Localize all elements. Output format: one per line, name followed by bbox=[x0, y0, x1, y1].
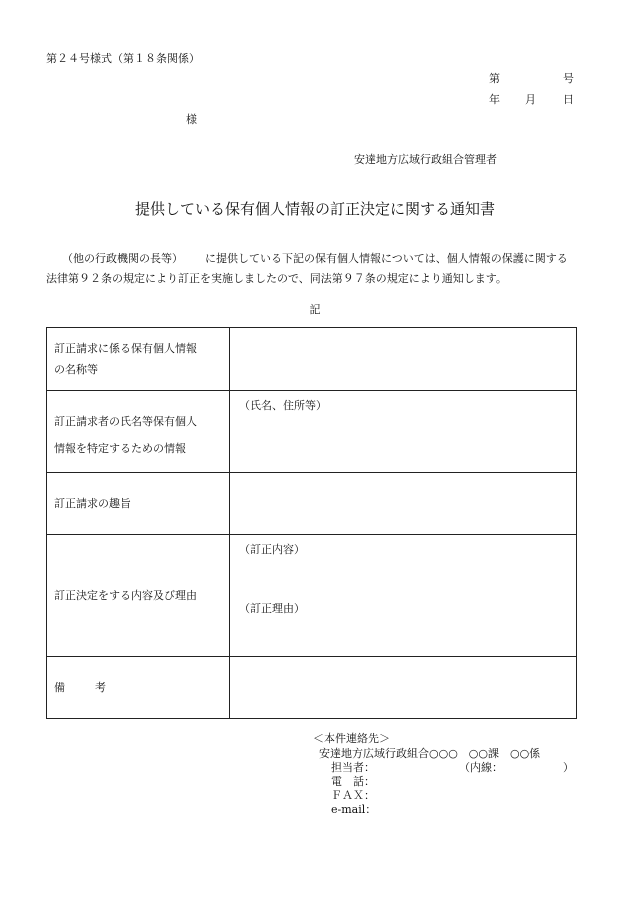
table-row bbox=[47, 328, 577, 391]
date-year: 年 bbox=[489, 93, 500, 106]
table-row bbox=[47, 473, 577, 535]
requester-info-hint: （氏名、住所等） bbox=[239, 399, 327, 412]
row-label-info-name: 訂正請求に係る保有個人情報 の名称等 bbox=[47, 328, 230, 391]
row-value-request-purpose bbox=[230, 473, 577, 535]
contact-extension-close: ） bbox=[563, 761, 574, 774]
correction-details-table bbox=[46, 327, 577, 719]
table-row bbox=[47, 657, 577, 719]
body-text-line-1 bbox=[62, 250, 568, 266]
contact-email-label: e-mail： bbox=[331, 803, 377, 816]
correction-content-hint: （訂正内容） bbox=[239, 543, 305, 556]
row-label-request-purpose: 訂正請求の趣旨 bbox=[47, 473, 230, 535]
date-month: 月 bbox=[525, 93, 536, 106]
sender-name: 安達地方広域行政組合管理者 bbox=[354, 153, 497, 166]
contact-header: ＜本件連絡先＞ bbox=[313, 732, 390, 745]
table-row bbox=[47, 535, 577, 657]
body-text-line-2: 法律第９２条の規定により訂正を実施しましたので、同法第９７条の規定により通知します。 bbox=[46, 272, 507, 285]
document-title: 提供している保有個人情報の訂正決定に関する通知書 bbox=[134, 200, 495, 218]
document-number-suffix: 号 bbox=[563, 72, 574, 85]
document-number-prefix: 第 bbox=[489, 72, 500, 85]
contact-person-label: 担当者： bbox=[331, 761, 375, 774]
addressee-honorific: 様 bbox=[186, 113, 197, 126]
row-label-remarks: 備 考 bbox=[47, 657, 230, 719]
form-number: 第２４号様式（第１８条関係） bbox=[46, 52, 200, 65]
row-value-requester-info bbox=[230, 391, 577, 473]
row-value-remarks bbox=[230, 657, 577, 719]
row-label-requester-info: 訂正請求者の氏名等保有個人 情報を特定するための情報 bbox=[47, 391, 230, 473]
row-label-decision-reason: 訂正決定をする内容及び理由 bbox=[47, 535, 230, 657]
date-day: 日 bbox=[563, 93, 574, 106]
table-row bbox=[47, 391, 577, 473]
body-recipient: （他の行政機関の長等） bbox=[62, 252, 183, 265]
correction-reason-hint: （訂正理由） bbox=[239, 602, 305, 615]
row-value-decision-reason bbox=[230, 535, 577, 657]
row-value-info-name bbox=[230, 328, 577, 391]
contact-fax-label: ＦＡＸ： bbox=[331, 789, 375, 802]
contact-organization: 安達地方広域行政組合○○○ ○○課 ○○係 bbox=[319, 747, 541, 760]
contact-phone-label: 電 話： bbox=[331, 775, 375, 788]
body-text-part: に提供している下記の保有個人情報については、個人情報の保護に関する bbox=[205, 252, 568, 265]
contact-extension-label: （内線： bbox=[459, 761, 503, 774]
ki-heading: 記 bbox=[309, 303, 321, 316]
contact-person-row bbox=[331, 760, 574, 775]
